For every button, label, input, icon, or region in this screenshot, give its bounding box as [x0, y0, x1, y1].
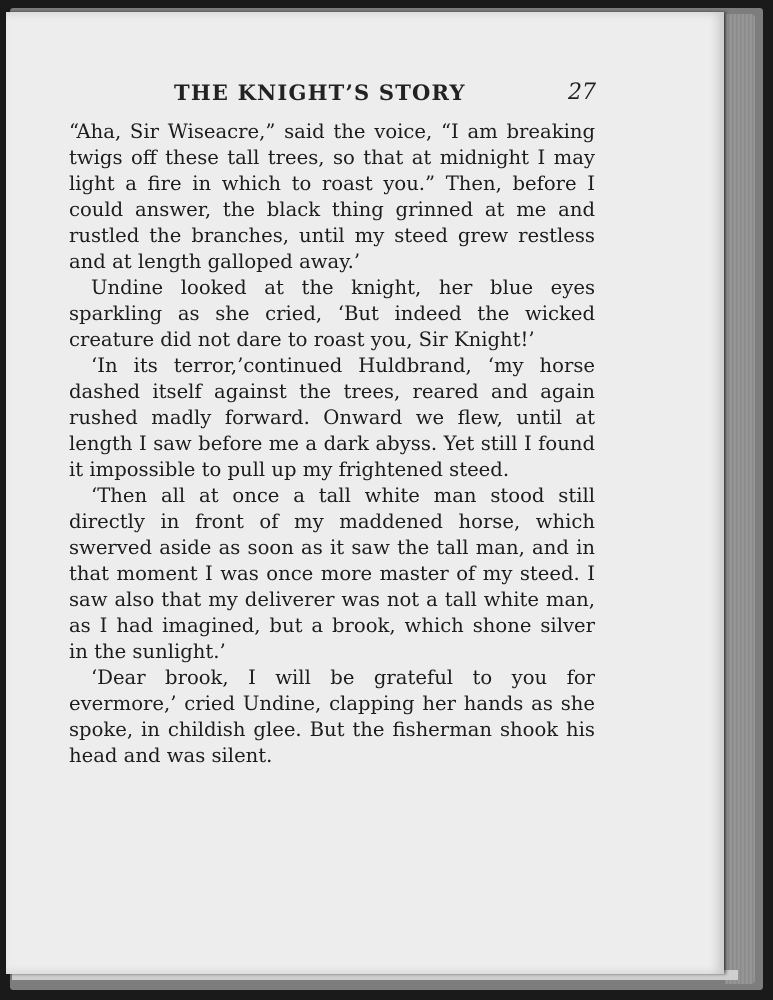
paragraph: “Aha, Sir Wiseacre,” said the voice, “I am breaking twigs off these tall trees, so that at midnight I may light a fire in which to roast you.” Then, before I could answer, the black thing grinned at me and rustled the branches, until my steed grew restless and at length galloped away.’: [69, 120, 595, 273]
page-number: 27: [568, 80, 596, 105]
page-header: [64, 80, 596, 112]
running-head: THE KNIGHT’S STORY: [174, 80, 466, 105]
paragraph: ‘Then all at once a tall white man stood still directly in front of my maddened horse, which swerved aside as soon as it saw the tall man, and in that moment I was once more master of my steed. I saw also that my deliverer was not a tall white man, as I had imagined, but a brook, which shone silver in the sunlight.’: [69, 484, 595, 663]
paragraph: Undine looked at the knight, her blue eyes sparkling as she cried, ‘But indeed the wicked creature did not dare to roast you, Sir Knight!’: [69, 276, 595, 351]
book-spine: [725, 14, 755, 984]
paragraph: ‘In its terror,’continued Huldbrand, ‘my horse dashed itself against the trees, reared and again rushed madly forward. Onward we flew, until at length I saw before me a dark abyss. Yet still I found it impossible to pull up my frightened steed.: [69, 354, 595, 481]
body-text: [69, 119, 595, 769]
paragraph: ‘Dear brook, I will be grateful to you for evermore,’ cried Undine, clapping her hands as she spoke, in childish glee. But the fisherman shook his head and was silent.: [69, 666, 595, 767]
